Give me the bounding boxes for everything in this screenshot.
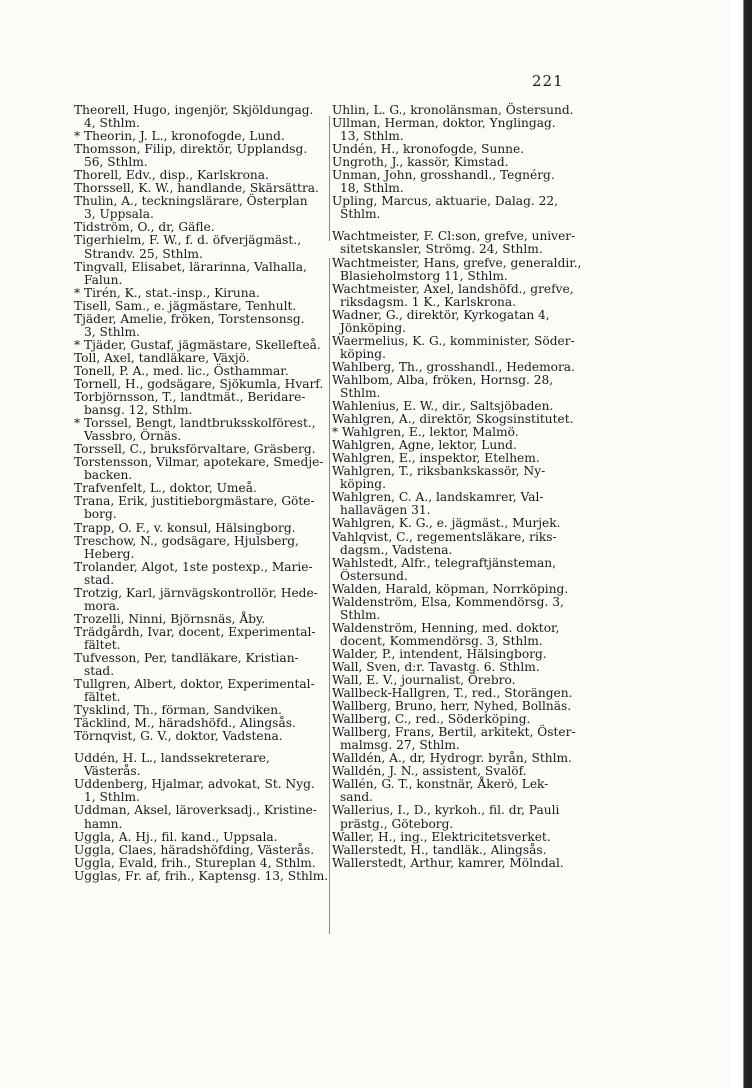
entry-line: Wahlenius, E. W., dir., Saltsjöbaden. [332, 399, 554, 414]
entry-line: Trana, Erik, justitieborgmästare, Göte- [74, 494, 315, 509]
entry-line: Waermelius, K. G., komminister, Söder- [332, 333, 575, 348]
entry-line: Torssell, C., bruksförvaltare, Gräsberg. [74, 442, 316, 457]
entry-line: Wallerius, I., D., kyrkoh., fil. dr, Pauli [332, 803, 560, 818]
entry-line: Tjäder, Amelie, fröken, Torstensonsg. [74, 311, 305, 326]
entry-line: Theorell, Hugo, ingenjör, Skjöldungag. [74, 103, 314, 117]
directory-entry [332, 374, 594, 400]
entry-line: Wahlgren, T., riksbankskassör, Ny- [332, 464, 546, 479]
directory-entry [332, 335, 594, 361]
directory-entry [74, 313, 330, 339]
directory-entry [332, 491, 594, 517]
entry-line: Wachtmeister, F. Cl:son, grefve, univer- [332, 229, 576, 244]
entry-continuation: sitetskansler, Strömg. 24, Sthlm. [340, 242, 543, 257]
directory-entry [74, 778, 330, 804]
entry-line: Tisell, Sam., e. jägmästare, Tenhult. [74, 298, 297, 313]
entry-continuation: fältet. [84, 690, 121, 705]
entry-line: Uggla, Evald, frih., Stureplan 4, Sthlm. [74, 855, 316, 870]
entry-line: Wall, E. V., journalist, Örebro. [332, 673, 516, 688]
entry-line: * Theorin, J. L., kronofogde, Lund. [74, 129, 285, 144]
entry-line: Wahlgren, E., inspektor, Etelhem. [332, 451, 540, 466]
directory-entry [74, 652, 330, 678]
directory-entry [332, 117, 594, 143]
entry-line: Wallbeck-Hallgren, T., red., Storängen. [332, 686, 573, 701]
entry-line: Uhlin, L. G., kronolänsman, Östersund. [332, 103, 574, 117]
entry-line: Wahlgren, K. G., e. jägmäst., Murjek. [332, 516, 561, 531]
entry-line: Wallberg, Frans, Bertil, arkitekt, Öster- [332, 725, 576, 740]
directory-entry [332, 169, 594, 195]
entry-line: Trotzig, Karl, järnvägskontrollör, Hede- [74, 585, 318, 600]
directory-entry [332, 257, 594, 283]
entry-line: Walldén, J. N., assistent, Svalöf. [332, 764, 527, 779]
entry-line: Tidström, O., dr, Gäfle. [74, 220, 215, 235]
scan-border [730, 0, 752, 1088]
directory-entry [74, 730, 330, 743]
entry-line: Wallerstedt, H., tandläk., Alingsås. [332, 842, 547, 857]
entry-line: Wahlbom, Alba, fröken, Hornsg. 28, [332, 372, 554, 387]
entry-continuation: dagsm., Vadstena. [340, 542, 453, 557]
entry-line: Wahlgren, Agne, lektor, Lund. [332, 438, 517, 453]
entry-line: Walder, P., intendent, Hälsingborg. [332, 646, 547, 661]
entry-line: Trozelli, Ninni, Björnsnäs, Åby. [74, 611, 266, 626]
directory-entry [74, 535, 330, 561]
directory-entry [332, 778, 594, 804]
directory-entry [74, 391, 330, 417]
directory-entry [332, 622, 594, 648]
entry-line: Torstensson, Vilmar, apotekare, Smedje- [74, 455, 324, 470]
entry-continuation: stad. [84, 572, 115, 587]
directory-entry [74, 143, 330, 169]
entry-line: Undén, H., kronofogde, Sunne. [332, 142, 525, 157]
entry-line: Wall, Sven, d:r. Tavastg. 6. Sthlm. [332, 659, 540, 674]
entry-line: Törnqvist, G. V., doktor, Vadstena. [74, 729, 283, 744]
right-column [332, 104, 594, 870]
entry-continuation: köping. [340, 477, 386, 492]
directory-entry [74, 261, 330, 287]
directory-entry [332, 726, 594, 752]
entry-continuation: hamn. [84, 816, 123, 831]
entry-line: Thomsson, Filip, direktör, Upplandsg. [74, 142, 308, 157]
entry-line: Trolander, Algot, 1ste postexp., Marie- [74, 559, 313, 574]
directory-entry [332, 557, 594, 583]
entry-line: Wahlgren, A., direktör, Skogsinstitutet. [332, 412, 574, 427]
entry-line: Unman, John, grosshandl., Tegnérg. [332, 168, 555, 183]
directory-entry [332, 804, 594, 830]
entry-continuation: 3, Sthlm. [84, 324, 140, 339]
entry-continuation: borg. [84, 507, 117, 522]
entry-line: Uddman, Aksel, läroverksadj., Kristine- [74, 803, 318, 818]
entry-line: Ugglas, Fr. af, frih., Kaptensg. 13, Sthlm. [74, 868, 329, 883]
entry-line: Walden, Harald, köpman, Norrköping. [332, 581, 569, 596]
entry-continuation: docent, Kommendörsg. 3, Sthlm. [340, 633, 543, 648]
entry-line: Wahlgren, C. A., landskamrer, Val- [332, 490, 544, 505]
entry-line: Ullman, Herman, doktor, Ynglingag. [332, 116, 556, 131]
entry-continuation: 56, Sthlm. [84, 155, 148, 170]
entry-line: Treschow, N., godsägare, Hjulsberg, [74, 533, 299, 548]
entry-line: Tysklind, Th., förman, Sandviken. [74, 703, 282, 718]
entry-line: Tullgren, Albert, doktor, Experimental- [74, 677, 315, 692]
entry-continuation: Sthlm. [340, 385, 381, 400]
entry-line: Tornell, H., godsägare, Sjökumla, Hvarf. [74, 376, 324, 391]
directory-entry [74, 561, 330, 587]
entry-continuation: 4, Sthlm. [84, 116, 140, 131]
directory-entry [74, 456, 330, 482]
entry-line: Upling, Marcus, aktuarie, Dalag. 22, [332, 194, 558, 209]
directory-entry [332, 596, 594, 622]
entry-continuation: 13, Sthlm. [340, 129, 404, 144]
directory-entry [332, 283, 594, 309]
entry-continuation: malmsg. 27, Sthlm. [340, 738, 460, 753]
directory-entry [74, 804, 330, 830]
entry-line: Tingvall, Elisabet, lärarinna, Valhalla, [74, 259, 307, 274]
directory-entry [74, 752, 330, 778]
entry-line: * Tjäder, Gustaf, jägmästare, Skellefteå. [74, 337, 321, 352]
entry-continuation: Östersund. [340, 568, 408, 583]
entry-line: Uddenberg, Hjalmar, advokat, St. Nyg. [74, 777, 315, 792]
entry-line: Wallberg, Bruno, herr, Nyhed, Bollnäs. [332, 699, 572, 714]
entry-continuation: backen. [84, 468, 133, 483]
directory-entry [74, 195, 330, 221]
entry-continuation: Jönköping. [340, 320, 407, 335]
entry-line: Täcklind, M., häradshöfd., Alingsås. [74, 716, 296, 731]
entry-line: Thulin, A., teckningslärare, Österplan [74, 194, 308, 209]
entry-continuation: 3, Uppsala. [84, 207, 154, 222]
entry-line: Tigerhielm, F. W., f. d. öfverjägmäst., [74, 233, 302, 248]
entry-line: Waller, H., ing., Elektricitetsverket. [332, 829, 551, 844]
directory-entry [74, 587, 330, 613]
entry-continuation: Sthlm. [340, 207, 381, 222]
entry-continuation: sand. [340, 790, 374, 805]
entry-continuation: Vassbro, Örnäs. [84, 429, 182, 444]
directory-entry [332, 465, 594, 491]
entry-continuation: bansg. 12, Sthlm. [84, 403, 193, 418]
entry-line: * Torssel, Bengt, landtbruksskolförest., [74, 416, 316, 431]
entry-continuation: 18, Sthlm. [340, 181, 404, 196]
directory-entry [332, 531, 594, 557]
entry-line: Wahlstedt, Alfr., telegraftjänsteman, [332, 555, 556, 570]
directory-entry [74, 417, 330, 443]
directory-entry [74, 870, 330, 883]
entry-continuation: Heberg. [84, 546, 135, 561]
directory-entry [332, 195, 594, 221]
entry-line: Wallberg, C., red., Söderköping. [332, 712, 531, 727]
entry-line: Wachtmeister, Axel, landshöfd., grefve, [332, 281, 574, 296]
entry-continuation: Falun. [84, 272, 123, 287]
directory-entry [332, 309, 594, 335]
entry-line: * Wahlgren, E., lektor, Malmö. [332, 425, 519, 440]
entry-continuation: hallavägen 31. [340, 503, 431, 518]
entry-line: Wallén, G. T., konstnär, Åkerö, Lek- [332, 777, 549, 792]
entry-line: * Tirén, K., stat.-insp., Kiruna. [74, 285, 260, 300]
entry-line: Torbjörnsson, T., landtmät., Beridare- [74, 390, 306, 405]
directory-entry [74, 495, 330, 521]
entry-line: Waldenström, Henning, med. doktor, [332, 620, 560, 635]
entry-continuation: köping. [340, 346, 386, 361]
entry-continuation: stad. [84, 664, 115, 679]
entry-line: Ungroth, J., kassör, Kimstad. [332, 155, 509, 170]
entry-continuation: prästg., Göteborg. [340, 816, 454, 831]
entry-continuation: 1, Sthlm. [84, 790, 140, 805]
entry-line: Wadner, G., direktör, Kyrkogatan 4, [332, 307, 550, 322]
entry-line: Toll, Axel, tandläkare, Växjö. [74, 350, 250, 365]
entry-continuation: mora. [84, 598, 120, 613]
entry-continuation: Sthlm. [340, 607, 381, 622]
entry-line: Vahlqvist, C., regementsläkare, riks- [332, 529, 557, 544]
entry-line: Wachtmeister, Hans, grefve, generaldir., [332, 255, 582, 270]
entry-line: Thorssell, K. W., handlande, Skärsättra. [74, 181, 319, 196]
directory-entry [74, 626, 330, 652]
entry-line: Tufvesson, Per, tandläkare, Kristian- [74, 650, 299, 665]
directory-entry [74, 234, 330, 260]
entry-continuation: Strandv. 25, Sthlm. [84, 246, 203, 261]
left-column [74, 104, 330, 883]
directory-entry [332, 857, 594, 870]
entry-line: Tonell, P. A., med. lic., Östhammar. [74, 363, 289, 378]
entry-continuation: Blasieholmstorg 11, Sthlm. [340, 268, 508, 283]
page-number: 221 [532, 72, 564, 90]
entry-line: Wahlberg, Th., grosshandl., Hedemora. [332, 359, 575, 374]
entry-line: Trapp, O. F., v. konsul, Hälsingborg. [74, 520, 296, 535]
entry-line: Waldenström, Elsa, Kommendörsg. 3, [332, 594, 564, 609]
entry-line: Trafvenfelt, L., doktor, Umeå. [74, 481, 257, 496]
entry-line: Uddén, H. L., landssekreterare, Västerås. [74, 751, 270, 779]
entry-line: Thorell, Edv., disp., Karlskrona. [74, 168, 269, 183]
entry-continuation: fältet. [84, 637, 121, 652]
entry-line: Uggla, Claes, häradshöfding, Västerås. [74, 842, 315, 857]
entry-continuation: riksdagsm. 1 K., Karlskrona. [340, 294, 517, 309]
directory-entry [74, 104, 330, 130]
directory-entry [74, 678, 330, 704]
entry-line: Uggla, A. Hj., fil. kand., Uppsala. [74, 829, 278, 844]
entry-line: Wallerstedt, Arthur, kamrer, Mölndal. [332, 855, 564, 870]
entry-line: Walldén, A., dr, Hydrogr. byrån, Sthlm. [332, 751, 572, 766]
entry-line: Trädgårdh, Ivar, docent, Experimental- [74, 624, 316, 639]
directory-entry [332, 230, 594, 256]
